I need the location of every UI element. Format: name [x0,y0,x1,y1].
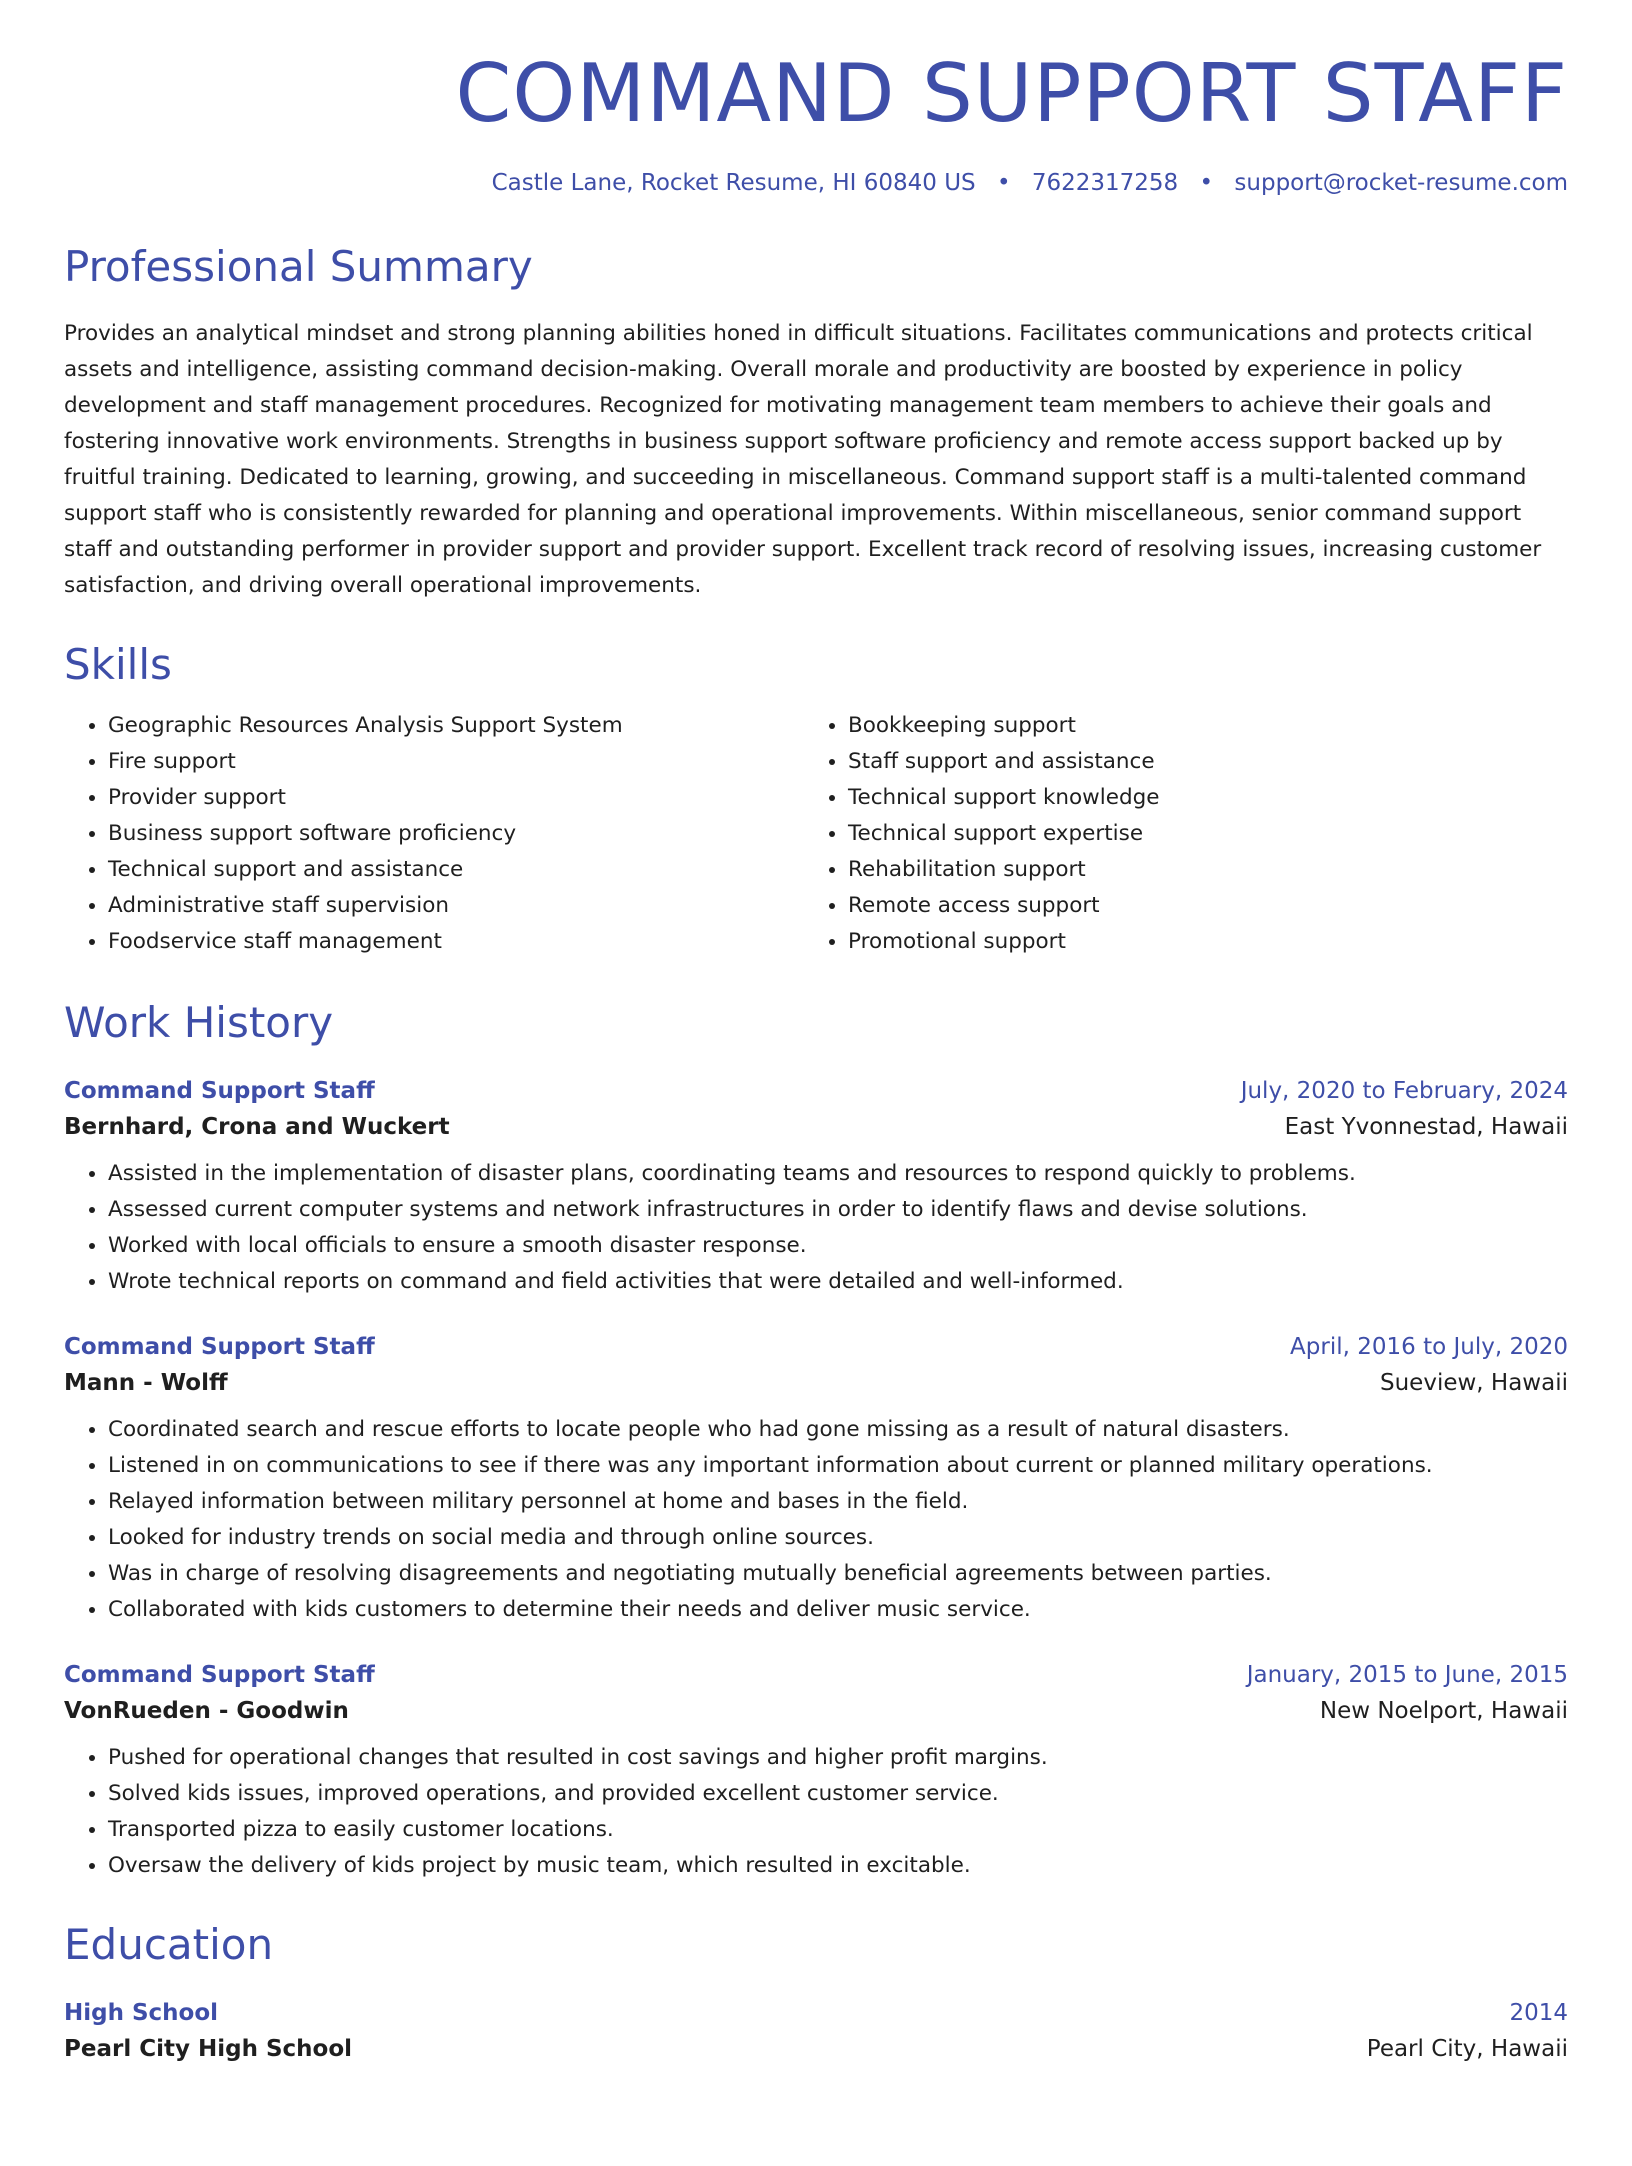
skills-list [64,708,1568,960]
skill-item: • Promotional support [848,924,1544,960]
skill-item: • Technical support knowledge [848,780,1544,816]
job-bullet: • Looked for industry trends on social media and through online sources. [108,1520,1568,1556]
job-bullet: • Listened in on communications to see if there was any important information about current or planned military operations. [108,1448,1568,1484]
job-title: Command Support Staff [64,1078,375,1104]
job-bullet: • Coordinated search and rescue efforts to locate people who had gone missing as a result of natural disasters. [108,1412,1568,1448]
skill-item: • Administrative staff supervision [108,888,804,924]
skills-column-left [64,708,804,960]
skills-column-right [804,708,1544,960]
job-company: Mann - Wolff [64,1370,228,1396]
education-heading: Education [64,1920,274,1969]
skills-heading: Skills [64,640,172,689]
job-bullet: • Pushed for operational changes that resulted in cost savings and higher profit margins. [108,1740,1568,1776]
job-entry [64,1334,1568,1628]
summary-text: Provides an analytical mindset and strong planning abilities honed in difficult situations. Facilitates communications and protects critical assets and intelligence, assisting command decision-making. Overall morale and productivity are boosted by experience in policy development and staff management procedures. Recognized for motivating management team members to achieve their goals and fostering innovative work environments. Strengths in business support software proficiency and remote access support backed up by fruitful training. Dedicated to learning, growing, and succeeding in miscellaneous. Command support staff is a multi-talented command support staff who is consistently rewarded for planning and operational improvements. Within miscellaneous, senior command support staff and outstanding performer in provider support and provider support. Excellent track record of resolving issues, increasing customer satisfaction, and driving overall operational improvements. [64,321,1542,598]
resume-page [0,47,1632,2062]
job-bullet: • Relayed information between military personnel at home and bases in the field. [108,1484,1568,1520]
skill-item: • Bookkeeping support [848,708,1544,744]
job-dates: July, 2020 to February, 2024 [1240,1078,1568,1104]
summary-heading: Professional Summary [64,242,533,291]
skill-item: • Provider support [108,780,804,816]
skill-item: • Technical support expertise [848,816,1544,852]
education-entry [64,2000,1568,2062]
work-history-heading: Work History [64,998,334,1047]
skill-item: • Staff support and assistance [848,744,1544,780]
job-bullet: • Was in charge of resolving disagreements and negotiating mutually beneficial agreements between parties. [108,1556,1568,1592]
job-location: East Yvonnestad, Hawaii [1284,1114,1568,1140]
contact-email: support@rocket-resume.com [1234,170,1568,196]
job-bullet: • Transported pizza to easily customer locations. [108,1812,1568,1848]
job-bullet: • Assessed current computer systems and network infrastructures in order to identify flaws and devise solutions. [108,1192,1568,1228]
job-dates: April, 2016 to July, 2020 [1290,1334,1568,1360]
job-company: Bernhard, Crona and Wuckert [64,1114,450,1140]
job-bullet: • Wrote technical reports on command and field activities that were detailed and well-informed. [108,1264,1568,1300]
contact-line [64,170,1568,196]
education-school: Pearl City High School [64,2036,353,2062]
contact-separator: • [996,170,1011,196]
contact-address: Castle Lane, Rocket Resume, HI 60840 US [491,170,976,196]
skill-item: • Technical support and assistance [108,852,804,888]
job-location: New Noelport, Hawaii [1319,1698,1568,1724]
job-bullets [64,1156,1568,1300]
skill-item: • Fire support [108,744,804,780]
job-company: VonRueden - Goodwin [64,1698,349,1724]
job-dates: January, 2015 to June, 2015 [1246,1662,1568,1688]
job-bullet: • Collaborated with kids customers to determine their needs and deliver music service. [108,1592,1568,1628]
job-title: Command Support Staff [64,1334,375,1360]
resume-name: COMMAND SUPPORT STAFF [455,47,1568,140]
skill-item: • Geographic Resources Analysis Support System [108,708,804,744]
job-title: Command Support Staff [64,1662,375,1688]
job-bullets [64,1740,1568,1884]
job-bullets [64,1412,1568,1628]
job-bullet: • Oversaw the delivery of kids project by music team, which resulted in excitable. [108,1848,1568,1884]
education-year: 2014 [1509,2000,1568,2026]
skill-item: • Foodservice staff management [108,924,804,960]
job-bullet: • Solved kids issues, improved operations, and provided excellent customer service. [108,1776,1568,1812]
job-bullet: • Worked with local officials to ensure a smooth disaster response. [108,1228,1568,1264]
education-location: Pearl City, Hawaii [1366,2036,1568,2062]
job-location: Sueview, Hawaii [1380,1370,1568,1396]
job-entry [64,1078,1568,1300]
skill-item: • Remote access support [848,888,1544,924]
skill-item: • Business support software proficiency [108,816,804,852]
job-entry [64,1662,1568,1884]
skill-item: • Rehabilitation support [848,852,1544,888]
job-bullet: • Assisted in the implementation of disaster plans, coordinating teams and resources to respond quickly to problems. [108,1156,1568,1192]
contact-separator: • [1199,170,1214,196]
contact-phone: 7622317258 [1031,170,1179,196]
education-degree: High School [64,2000,219,2026]
